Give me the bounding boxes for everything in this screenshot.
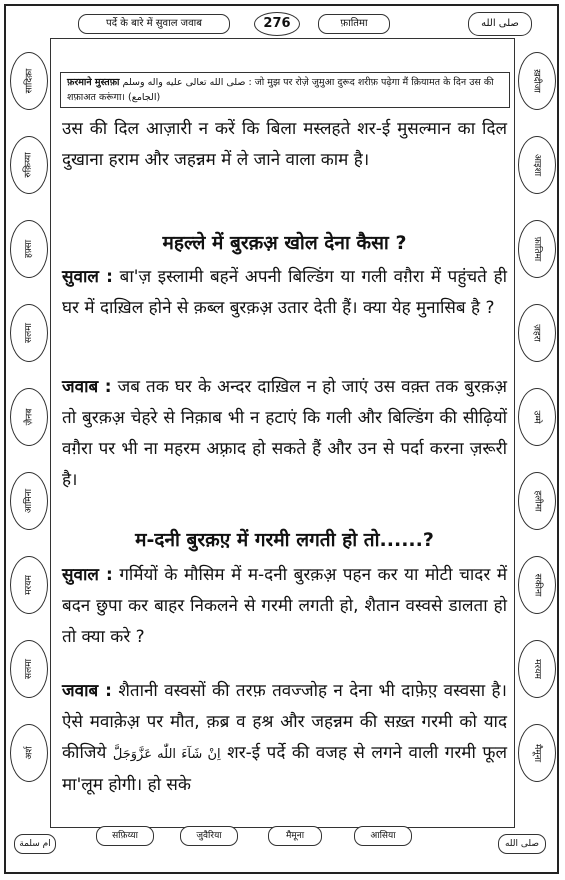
answer-1-text: जब तक घर के अन्दर दाख़िल न हो जाएं उस वक़्त तक बुरक़अ़ तो बुरक़अ़ चेहरे से निक़ाब भी न हटाएं कि गली और बिल्डिंग की सीढ़ियों वग़ैरा पर भी ना महरम अफ़्राद हो सकते हैं और उन से पर्दा करना ज़रूरी है। — [62, 377, 507, 490]
left-medallion-label: सलमा — [24, 659, 34, 679]
answer-2-label: जवाब : — [62, 681, 112, 701]
book-title: पर्दे के बारे में सुवाल जवाब — [78, 14, 230, 34]
right-medallion-label: सकीना — [532, 573, 542, 597]
answer-2 — [62, 676, 507, 801]
right-medallion-label: मैमूना — [532, 743, 542, 763]
left-medallion-label: ज़ैनब — [24, 408, 34, 426]
answer-2-arabic: اِنْ شَآءَ اللّٰه عَزَّوَجَلَّ — [112, 747, 221, 762]
left-medallion — [10, 388, 48, 446]
right-medallion — [518, 52, 556, 110]
header-name: फ़ातिमा — [318, 14, 390, 34]
left-medallion-label: आमिना — [24, 488, 34, 514]
left-medallion — [10, 556, 48, 614]
farmaan-arabic: صلى الله تعالى عليه واله وسلم — [122, 77, 246, 88]
left-medallion-label: मरयम — [23, 575, 34, 595]
right-medallion-label: ज़हरा — [531, 324, 542, 342]
right-medallion — [518, 388, 556, 446]
left-medallion-label: सलमा — [24, 323, 34, 343]
right-medallion-label: उम्मे — [531, 410, 542, 424]
question-1 — [62, 262, 507, 324]
footer-item-3: मैमूना — [268, 826, 322, 846]
right-medallion — [518, 304, 556, 362]
header-arabic: صلى الله — [468, 12, 532, 36]
question-2 — [62, 560, 507, 653]
right-medallion-label: मरयम — [531, 659, 542, 679]
farmaan-text: : जो मुझ पर रोज़े जुमुआ दुरूद शरीफ़ पढ़ेगा मैं क़ियामत के दिन उस की शफ़ाअत करूंगा। (الجامع) — [67, 77, 494, 103]
right-medallion-label: हलीमा — [532, 490, 542, 512]
answer-2-text-1: शैतानी वस्वसों की तरफ़ तवज्जोह न देना भी दाफ़ेए़ वस्वसा है। ऐसे मवाक़ेअ़ पर मौत, क़ब्र व हश्र और जहन्नम की सख़्त गरमी को याद कीजिये — [62, 681, 507, 763]
answer-1-label: जवाब : — [62, 377, 112, 397]
left-medallion — [10, 640, 48, 698]
right-medallion — [518, 220, 556, 278]
question-1-label: सुवाल : — [62, 267, 113, 287]
paragraph-intro: उस की दिल आज़ारी न करें कि बिला मस्लहते शर-ई मुसल्मान का दिल दुखाना हराम और जहन्नम में ले जाने वाला काम है। — [62, 119, 507, 170]
footer-item-2: जुवैरिया — [180, 826, 238, 846]
right-medallion — [518, 136, 556, 194]
left-medallion-label: सादिक़ा — [24, 68, 34, 94]
right-medallion-label: ख़दीजा — [531, 69, 542, 93]
footer-item-4: आसिया — [354, 826, 412, 846]
heading-garmi: म-दनी बुरक़ए़ में गरमी लगती हो तो......? — [135, 529, 434, 551]
footer-right-arabic: صلى الله — [498, 834, 546, 854]
farmaan-label: फ़रमाने मुस्तफ़ा — [67, 77, 120, 88]
left-medallion — [10, 220, 48, 278]
right-medallion-label: फ़ातिमा — [531, 236, 542, 262]
right-medallion-label: आइशा — [531, 153, 542, 177]
page-number: 276 — [254, 12, 300, 36]
question-1-text: बा'ज़ इस्लामी बहनें अपनी बिल्डिंग या गली वग़ैरा में पहुंचते ही घर में दाख़िल होने से क़ब्ल बुरक़अ़ उतार देती हैं। क्या येह मुनासिब है ? — [62, 267, 508, 318]
left-medallion — [10, 136, 48, 194]
question-2-label: सुवाल : — [62, 565, 113, 585]
left-medallion-label: हफ़्सा — [23, 239, 34, 259]
left-medallion — [10, 724, 48, 782]
answer-1 — [62, 372, 507, 496]
left-medallion — [10, 472, 48, 530]
question-2-text: गर्मियों के मौसिम में म-दनी बुरक़अ़ पहन कर या मोटी चादर में बदन छुपा कर बाहर निकलने से गरमी लगती हो, शैतान वस्वसे डालता हो तो क्या करे ? — [62, 565, 508, 647]
right-medallion — [518, 724, 556, 782]
footer-left-arabic: ام سلمة — [14, 834, 56, 854]
right-medallion — [518, 472, 556, 530]
left-medallion-label: रुक़िय्या — [23, 152, 34, 178]
left-medallion — [10, 304, 48, 362]
footer-item-1: सफ़िय्या — [96, 826, 154, 846]
left-medallion — [10, 52, 48, 110]
answer-2-text-2: शर-ई पर्दे की वजह से लगने वाली गरमी फूल मा'लूम होगी। हो सके — [62, 743, 507, 795]
right-medallion — [518, 556, 556, 614]
left-medallion-label: अर्श — [24, 746, 34, 760]
farmaan-box — [60, 72, 510, 108]
heading-burqa-mohalla: महल्ले में बुरक़अ़ खोल देना कैसा ? — [162, 232, 407, 254]
right-medallion — [518, 640, 556, 698]
